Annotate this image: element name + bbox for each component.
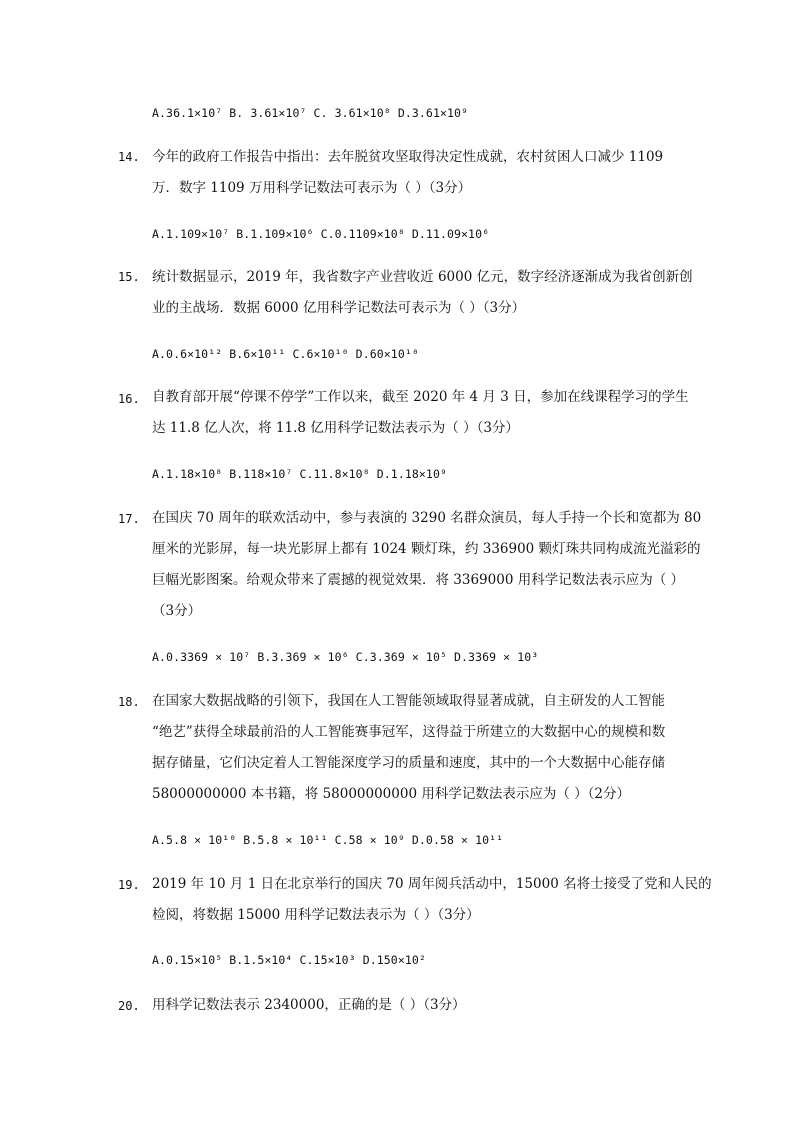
q19-stem-line-1: 2019 年 10 月 1 日在北京举行的国庆 70 周年阅兵活动中，15000 名将士接受了党和人民的 <box>152 876 712 892</box>
q17-stem-line-1: 在国庆 70 周年的联欢活动中，参与表演的 3290 名群众演员，每人手持一个长和宽都为 80 <box>152 510 702 526</box>
q17-number: 17. <box>118 512 140 526</box>
q14-number: 14. <box>118 150 140 164</box>
q17-options: A.0.3369 × 10⁷ B.3.369 × 10⁶ C.3.369 × 10⁵ D.3369 × 10³ <box>152 650 539 664</box>
q18-number: 18. <box>118 695 140 709</box>
q18-stem-line-4: 58000000000 本书籍，将 58000000000 用科学记数法表示应为（ ）（2分） <box>152 786 630 802</box>
q19-stem-line-2: 检阅，将数据 15000 用科学记数法表示为（ ）（3分） <box>152 907 480 923</box>
q18-options: A.5.8 × 10¹⁰ B.5.8 × 10¹¹ C.58 × 10⁹ D.0.58 × 10¹¹ <box>152 833 504 847</box>
q20-stem-line-1: 用科学记数法表示 2340000，正确的是（ ）（3分） <box>152 997 466 1013</box>
q17-stem-line-4: （3分） <box>152 603 202 619</box>
q17-stem-line-3: 巨幅光影图案。给观众带来了震撼的视觉效果．将 3369000 用科学记数法表示应为（ ） <box>152 572 684 588</box>
q16-number: 16. <box>118 392 140 406</box>
q15-options: A.0.6×10¹² B.6×10¹¹ C.6×10¹⁰ D.60×10¹⁰ <box>152 347 419 361</box>
q20-number: 20. <box>118 999 140 1013</box>
q15-number: 15. <box>118 270 140 284</box>
q17-stem-line-2: 厘米的光影屏，每一块光影屏上都有 1024 颗灯珠，约 336900 颗灯珠共同构成流光溢彩的 <box>152 541 701 557</box>
q14-stem-line-1: 今年的政府工作报告中指出：去年脱贫攻坚取得决定性成就，农村贫困人口减少 1109 <box>152 149 664 165</box>
q18-stem-line-3: 据存储量，它们决定着人工智能深度学习的质量和速度，其中的一个大数据中心能存储 <box>152 755 665 771</box>
q18-stem-line-2: “绝艺”获得全球最前沿的人工智能赛事冠军，这得益于所建立的大数据中心的规模和数 <box>152 724 666 740</box>
q19-number: 19. <box>118 878 140 892</box>
q13-options: A.36.1×10⁷ B. 3.61×10⁷ C. 3.61×10⁸ D.3.61×10⁹ <box>152 106 469 120</box>
q19-options: A.0.15×10⁵ B.1.5×10⁴ C.15×10³ D.150×10² <box>152 953 426 967</box>
q16-options: A.1.18×10⁸ B.118×10⁷ C.11.8×10⁸ D.1.18×10⁹ <box>152 467 447 481</box>
q14-options: A.1.109×10⁷ B.1.109×10⁶ C.0.1109×10⁸ D.11.09×10⁶ <box>152 227 490 241</box>
q15-stem-line-1: 统计数据显示，2019 年，我省数字产业营收近 6000 亿元，数字经济逐渐成为我省创新创 <box>152 269 693 285</box>
q16-stem-line-1: 自教育部开展“停课不停学”工作以来，截至 2020 年 4 月 3 日，参加在线课程学习的学生 <box>152 389 689 405</box>
q18-stem-line-1: 在国家大数据战略的引领下，我国在人工智能领域取得显著成就，自主研发的人工智能 <box>152 693 665 709</box>
q15-stem-line-2: 业的主战场．数据 6000 亿用科学记数法可表示为（ ）（3分） <box>152 300 526 316</box>
q16-stem-line-2: 达 11.8 亿人次，将 11.8 亿用科学记数法表示为（ ）（3分） <box>152 420 519 436</box>
q14-stem-line-2: 万．数字 1109 万用科学记数法可表示为（ ）（3分） <box>152 180 472 196</box>
